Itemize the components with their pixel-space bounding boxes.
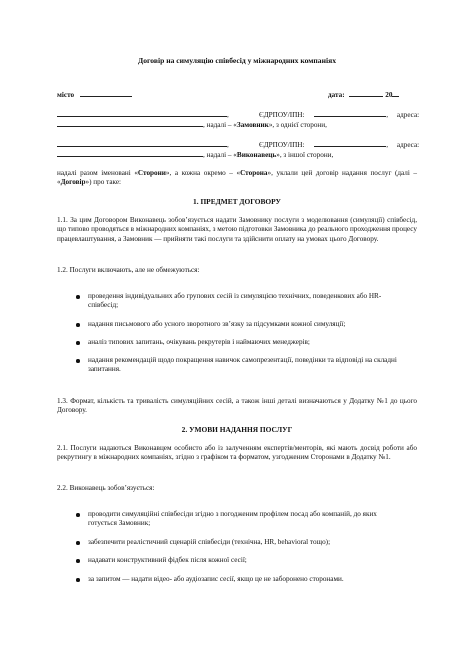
- customer-tail-pre: , надалі – «: [203, 121, 237, 129]
- list-item: надання рекомендацій щодо покращення навичок самопрезентації, поведінки та відповіді на складні запитання.: [88, 356, 397, 374]
- list-item: аналіз типових запитань, очікувань рекрутерів і наймаючих менеджерів;: [88, 338, 310, 346]
- preamble: [57, 169, 417, 188]
- preamble-sides: Сторони: [137, 169, 166, 177]
- list-item: надавати конструктивний фідбек після кожної сесії;: [88, 556, 247, 564]
- contractor-ids: ЄДРПОУ/ІПН: , адреса:: [259, 141, 420, 149]
- contractor-address-blank[interactable]: [57, 149, 203, 157]
- section-2-heading: 2. УМОВИ НАДАННЯ ПОСЛУГ: [181, 425, 293, 434]
- contractor-line-2: [57, 149, 417, 160]
- contractor-edrpou-label: ЄДРПОУ/ІПН:: [259, 141, 305, 149]
- city-label: місто: [57, 91, 75, 99]
- customer-ids: ЄДРПОУ/ІПН: , адреса:: [259, 111, 420, 119]
- date-blank[interactable]: [349, 89, 383, 97]
- date-label: дата:: [328, 91, 345, 99]
- customer-line-2: [57, 119, 417, 130]
- list-item: надання письмового або усного зворотного зв’язку за підсумками кожної симуляції;: [88, 320, 346, 328]
- preamble-part: », а кожна окремо – «: [165, 169, 241, 177]
- customer-address-blank[interactable]: [57, 119, 203, 127]
- contractor-role: Виконавець: [236, 151, 277, 159]
- list-item: за запитом — надати відео- або аудіозапис сесії, якщо це не заборонено сторонами.: [88, 575, 344, 583]
- section-1-heading: 1. ПРЕДМЕТ ДОГОВОРУ: [193, 197, 281, 206]
- list-item: проводити симуляційні співбесіди згідно з погодженим профілем посад або компаній, до яких готується Замовник;: [88, 510, 377, 528]
- list-item: забезпечити реалістичний сценарій співбесіди (технічна, HR, behavioral тощо);: [88, 538, 331, 546]
- preamble-contract: Договір: [60, 178, 86, 187]
- customer-edrpou-label: ЄДРПОУ/ІПН:: [259, 111, 305, 119]
- preamble-part: », уклали цей договір надання послуг (далі – «: [57, 169, 418, 187]
- clause-2-1: 2.1. Послуги надаються Виконавцем особисто або із залученням експертів/менторів, які мають досвід роботи або рекрутингу в міжнародних компаніях, згідно з графіком та форматом, узгодженим Сторонами в Додатку №1.: [57, 444, 417, 462]
- clause-1-3: 1.3. Формат, кількість та тривалість симуляційних сесій, а також інші деталі визначаються у Додатку №1 до цього Договору.: [57, 397, 417, 415]
- customer-line-1: ,: [57, 109, 417, 120]
- preamble-side: Сторона: [240, 169, 268, 177]
- list-item: проведення індивідуальних або групових сесій із симуляцією технічних, поведенкових або HR-співбесід;: [88, 292, 382, 310]
- customer-tail-post: », з однієї сторони,: [268, 121, 327, 129]
- clause-1-1: 1.1. За цим Договором Виконавець зобов’язується надати Замовнику послуги з моделювання (симуляції) співбесід, що типово проводяться в міжнародних компаніях, з метою підготовки Замовника до реального проходження процесу працевлаштування, а Замовник — прийняти такі послуги та здійснити оплату на умовах цього Договору.: [57, 216, 417, 243]
- customer-name-blank[interactable]: [57, 109, 227, 117]
- preamble-part: надалі разом іменовані «: [57, 169, 138, 177]
- customer-edrpou-blank[interactable]: [314, 109, 386, 117]
- document-title: Договір на симуляцію співбесід у міжнародних компаніях: [137, 56, 336, 65]
- clause-1-2: 1.2. Послуги включають, але не обмежуються:: [57, 266, 200, 274]
- contractor-tail-post: », з іншої сторони,: [276, 151, 334, 159]
- contractor-name-blank[interactable]: [57, 139, 227, 147]
- contractor-edrpou-blank[interactable]: [314, 139, 386, 147]
- preamble-part: ») про таке:: [85, 178, 122, 187]
- customer-address-label: адреса:: [396, 111, 420, 119]
- contractor-tail-pre: , надалі – «: [203, 151, 237, 159]
- date-group: [328, 89, 418, 100]
- clause-2-2: 2.2. Виконавець зобов’язується:: [57, 484, 155, 492]
- year-blank[interactable]: [392, 89, 399, 97]
- customer-role: Замовник: [236, 121, 269, 129]
- contractor-address-label: адреса:: [396, 141, 420, 149]
- city-blank[interactable]: [80, 89, 132, 97]
- year-prefix: 20: [385, 91, 393, 99]
- contractor-line-1: ,: [57, 139, 417, 150]
